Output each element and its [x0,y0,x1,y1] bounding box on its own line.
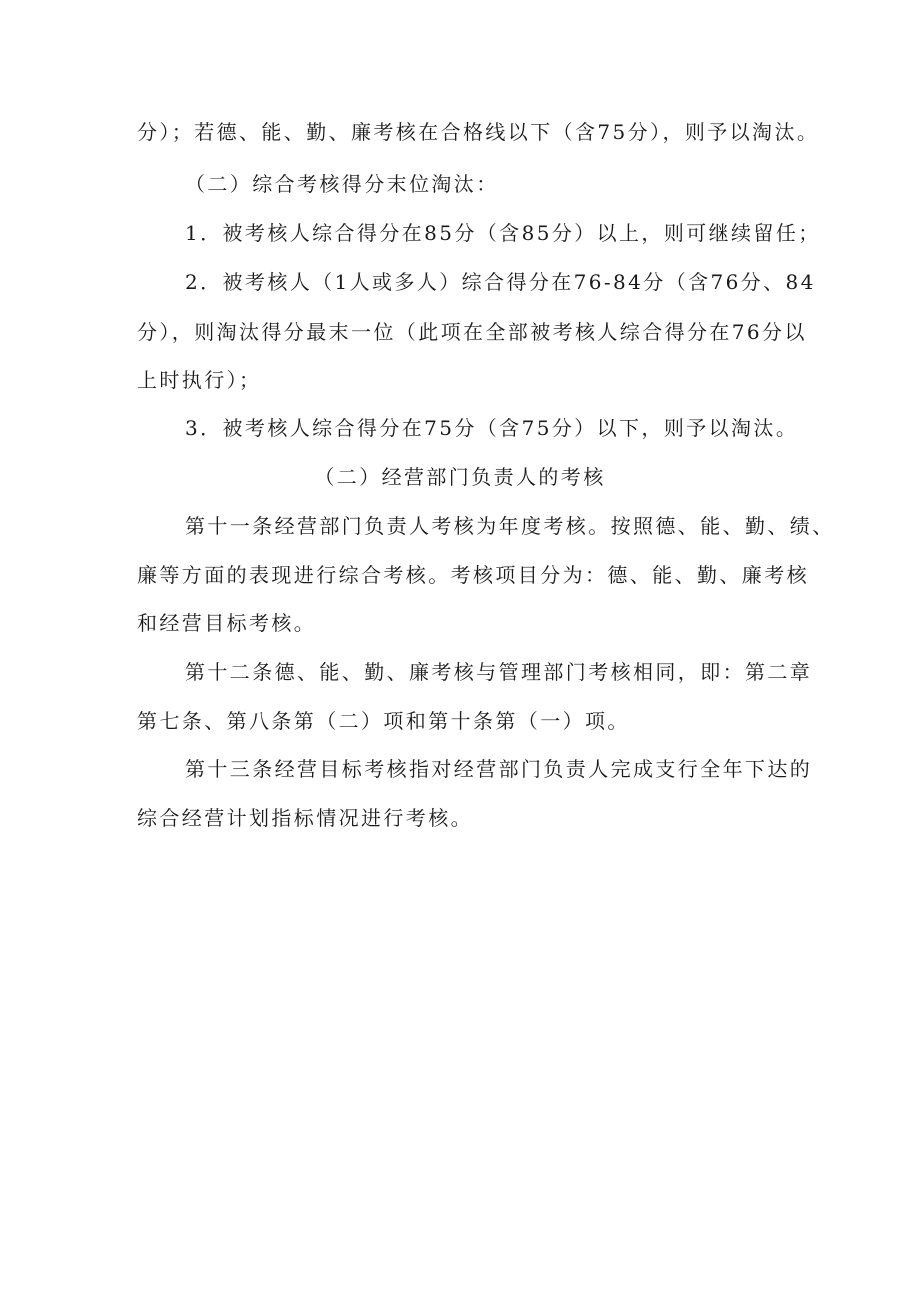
paragraph-line: 综合经营计划指标情况进行考核。 [137,806,473,830]
paragraph-line: 第十一条经营部门负责人考核为年度考核。按照德、能、勤、绩、 [185,514,835,538]
paragraph-line: 廉等方面的表现进行综合考核。考核项目分为：德、能、勤、廉考核 [137,563,809,587]
paragraph-line: 第十二条德、能、勤、廉考核与管理部门考核相同，即：第二章 [185,660,813,684]
list-item: 3．被考核人综合得分在75分（含75分）以下，则予以淘汰。 [185,416,799,440]
subsection-heading: （二）综合考核得分末位淘汰： [185,172,499,196]
paragraph-line: 分）；若德、能、勤、廉考核在合格线以下（含75分），则予以淘汰。 [137,120,820,144]
paragraph-line: 第十三条经营目标考核指对经营部门负责人完成支行全年下达的 [185,757,813,781]
paragraph-line: 和经营目标考核。 [137,611,317,635]
paragraph-line: 上时执行）； [137,368,262,392]
section-heading: （二）经营部门负责人的考核 [314,465,606,489]
paragraph-line: 分），则淘汰得分最末一位（此项在全部被考核人综合得分在76分以 [137,320,807,344]
paragraph-line: 第七条、第八条第（二）项和第十条第（一）项。 [137,709,630,733]
list-item: 1．被考核人综合得分在85分（含85分）以上，则可继续留任； [185,221,821,245]
list-item: 2．被考核人（1人或多人）综合得分在76-84分（含76分、84 [185,270,816,294]
